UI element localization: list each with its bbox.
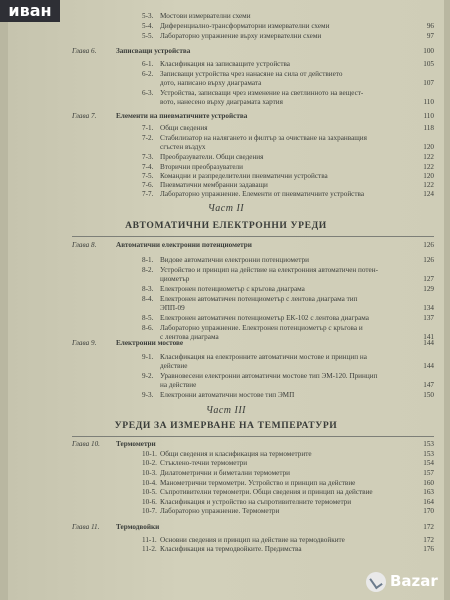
chapter-title: Елементи на пневматичните устройства: [116, 112, 248, 120]
entry-title: Устройство и принцип на действие на електронния автоматичен потен-: [160, 266, 378, 274]
entry-title: циометър: [160, 275, 190, 283]
entry-title: Класификация и устройство на съпротивителните термометри: [160, 498, 352, 506]
entry-title: Класификация на електронните автоматични мостове и принцип на: [160, 353, 367, 361]
entry-page: 122: [423, 163, 434, 171]
part-label: Част II: [207, 203, 245, 214]
entry-number: 7-1.: [142, 124, 154, 132]
entry-number: 8-1.: [142, 256, 154, 264]
bazar-logo: [366, 568, 444, 594]
entry-page: 118: [423, 124, 434, 132]
entry-number: 9-1.: [142, 353, 154, 361]
chapter-title: Термодвойки: [116, 523, 160, 531]
entry-title: Електронен автоматичен потенциометър ЕК-102 с лентова диаграма: [160, 314, 369, 322]
entry-number: 8-2.: [142, 266, 154, 274]
entry-title: Съпротивителни термометри. Общи сведения и принцип на действие: [160, 488, 373, 496]
entry-title: Основни сведения и принцип на действие на термодвойките: [160, 536, 345, 544]
entry-number: 9-3.: [142, 391, 154, 399]
entry-number: 7-2.: [142, 134, 154, 142]
entry-title: Стъклено-течни термометри: [160, 459, 248, 467]
entry-number: 9-2.: [142, 372, 154, 380]
entry-title: Командни и разпределителни пневматични устройства: [160, 172, 328, 180]
chapter-label: Глава 11.: [72, 523, 100, 531]
entry-page: 172: [423, 536, 434, 544]
entry-number: 10-1.: [142, 450, 157, 458]
entry-number: 6-3.: [142, 89, 154, 97]
entry-number: 10-7.: [142, 507, 157, 515]
entry-page: 154: [423, 459, 434, 467]
entry-number: 10-2.: [142, 459, 157, 467]
part-label: Част III: [205, 405, 247, 416]
logo-text: Bazar: [390, 572, 438, 590]
chapter-label: Глава 9.: [72, 339, 97, 347]
entry-title: Електронен автоматичен потенциометър с лентова диаграма тип: [160, 295, 358, 303]
entry-number: 7-5.: [142, 172, 154, 180]
entry-title: Лабораторно упражнение. Термометри: [160, 507, 280, 515]
divider: [72, 436, 434, 437]
entry-title: Общи сведения и класификация на термометрите: [160, 450, 312, 458]
entry-page: 96: [426, 22, 434, 30]
chapter-page: 172: [423, 523, 434, 531]
entry-page: 170: [423, 507, 434, 515]
entry-title: Лабораторно упражнение. Елементи от пневматичните устройства: [160, 190, 365, 198]
entry-number: 8-6.: [142, 324, 154, 332]
entry-number: 5-4.: [142, 22, 154, 30]
entry-title: Манометрични термометри. Устройство и принцип на действие: [160, 479, 356, 487]
entry-page: 124: [423, 190, 434, 198]
entry-number: 10-6.: [142, 498, 157, 506]
entry-title: Класификация на термодвойките. Предимства: [160, 545, 302, 553]
entry-page: 105: [423, 60, 434, 68]
chapter-label: Глава 7.: [72, 112, 97, 120]
entry-number: 5-5.: [142, 32, 154, 40]
chapter-title: Термометри: [116, 440, 156, 448]
tag-icon: [366, 572, 386, 592]
entry-page: 153: [423, 450, 434, 458]
entry-page: 176: [423, 545, 434, 553]
entry-title: Класификация на записващите устройства: [160, 60, 290, 68]
entry-number: 10-4.: [142, 479, 157, 487]
part-title: УРЕДИ ЗА ИЗМЕРВАНЕ НА ТЕМПЕРАТУРИ: [114, 420, 338, 431]
entry-title: Видове автоматични електронни потенциометри: [160, 256, 309, 264]
entry-page: 97: [426, 32, 434, 40]
entry-page: 137: [423, 314, 434, 322]
entry-page: 110: [423, 98, 434, 106]
entry-title: ЭПП-09: [160, 304, 185, 312]
entry-page: 134: [423, 304, 434, 312]
book-page: [8, 0, 444, 600]
chapter-page: 153: [423, 440, 434, 448]
entry-title: Електронен потенциометър с кръгова диаграма: [160, 285, 305, 293]
entry-page: 129: [423, 285, 434, 293]
chapter-title: Автоматични електронни потенциометри: [116, 241, 252, 249]
entry-title: с лентова диаграма: [160, 333, 219, 341]
entry-page: 150: [423, 391, 434, 399]
entry-title: Устройства, записващи чрез изменение на светлинното на вещест-: [160, 89, 364, 97]
entry-title: Стабилизатор на налягането и филтър за очистване на захранващия: [160, 134, 367, 142]
entry-page: 127: [423, 275, 434, 283]
watermark-badge: иван: [0, 0, 60, 22]
entry-title: дото, написано върху диаграмата: [160, 79, 262, 87]
entry-title: Пневматични мембранни задаващи: [160, 181, 268, 189]
entry-title: вото, нанесено върху диаграмата хартия: [160, 98, 283, 106]
entry-page: 163: [423, 488, 434, 496]
entry-title: Лабораторно упражнение. Електронен потенциометър с кръгова и: [160, 324, 363, 332]
entry-title: сгъстен въздух: [160, 143, 206, 151]
entry-number: 7-4.: [142, 163, 154, 171]
entry-title: Вторични преобразуватели: [160, 163, 243, 171]
entry-title: Преобразуватели. Общи сведения: [160, 153, 264, 161]
entry-number: 8-5.: [142, 314, 154, 322]
entry-page: 122: [423, 181, 434, 189]
entry-number: 10-3.: [142, 469, 157, 477]
chapter-label: Глава 8.: [72, 241, 97, 249]
entry-page: 147: [423, 381, 434, 389]
entry-number: 5-3.: [142, 12, 154, 20]
entry-number: 7-3.: [142, 153, 154, 161]
divider: [72, 236, 434, 237]
part-title: АВТОМАТИЧНИ ЕЛЕКТРОННИ УРЕДИ: [125, 220, 327, 231]
chapter-page: 110: [423, 112, 434, 120]
entry-title: Общи сведения: [160, 124, 208, 132]
chapter-page: 126: [423, 241, 434, 249]
entry-title: действие: [160, 362, 188, 370]
chapter-page: 144: [423, 339, 434, 347]
entry-number: 6-2.: [142, 70, 154, 78]
entry-page: 107: [423, 79, 434, 87]
chapter-label: Глава 6.: [72, 47, 97, 55]
entry-number: 8-4.: [142, 295, 154, 303]
entry-page: 120: [423, 172, 434, 180]
entry-title: Записващи устройства чрез нанасяне на сила от действието: [160, 70, 343, 78]
entry-page: 157: [423, 469, 434, 477]
entry-title: Дилатометрични и биметални термометри: [160, 469, 291, 477]
entry-number: 7-6.: [142, 181, 154, 189]
entry-page: 122: [423, 153, 434, 161]
chapter-title: Електронни мостове: [116, 339, 184, 347]
entry-title: Диференциално-трансформаторни измервателни схеми: [160, 22, 330, 30]
entry-page: 144: [423, 362, 434, 370]
entry-title: Лабораторно упражнение върху измервателни схеми: [160, 32, 322, 40]
chapter-page: 100: [423, 47, 434, 55]
entry-page: 164: [423, 498, 434, 506]
entry-number: 7-7.: [142, 190, 154, 198]
entry-number: 6-1.: [142, 60, 154, 68]
chapter-title: Записващи устройства: [116, 47, 191, 55]
entry-title: Уравновесени електронни автоматични мостове тип ЭМ-120. Принцип: [160, 372, 378, 380]
entry-number: 11-2.: [142, 545, 157, 553]
entry-number: 11-1.: [142, 536, 157, 544]
chapter-label: Глава 10.: [72, 440, 100, 448]
entry-page: 126: [423, 256, 434, 264]
entry-title: на действие: [160, 381, 197, 389]
entry-number: 10-5.: [142, 488, 157, 496]
entry-page: 160: [423, 479, 434, 487]
entry-page: 120: [423, 143, 434, 151]
entry-title: Мостови измервателни схеми: [160, 12, 251, 20]
entry-number: 8-3.: [142, 285, 154, 293]
entry-page: 141: [423, 333, 434, 341]
entry-title: Електронни автоматични мостове тип ЭМП: [160, 391, 295, 399]
